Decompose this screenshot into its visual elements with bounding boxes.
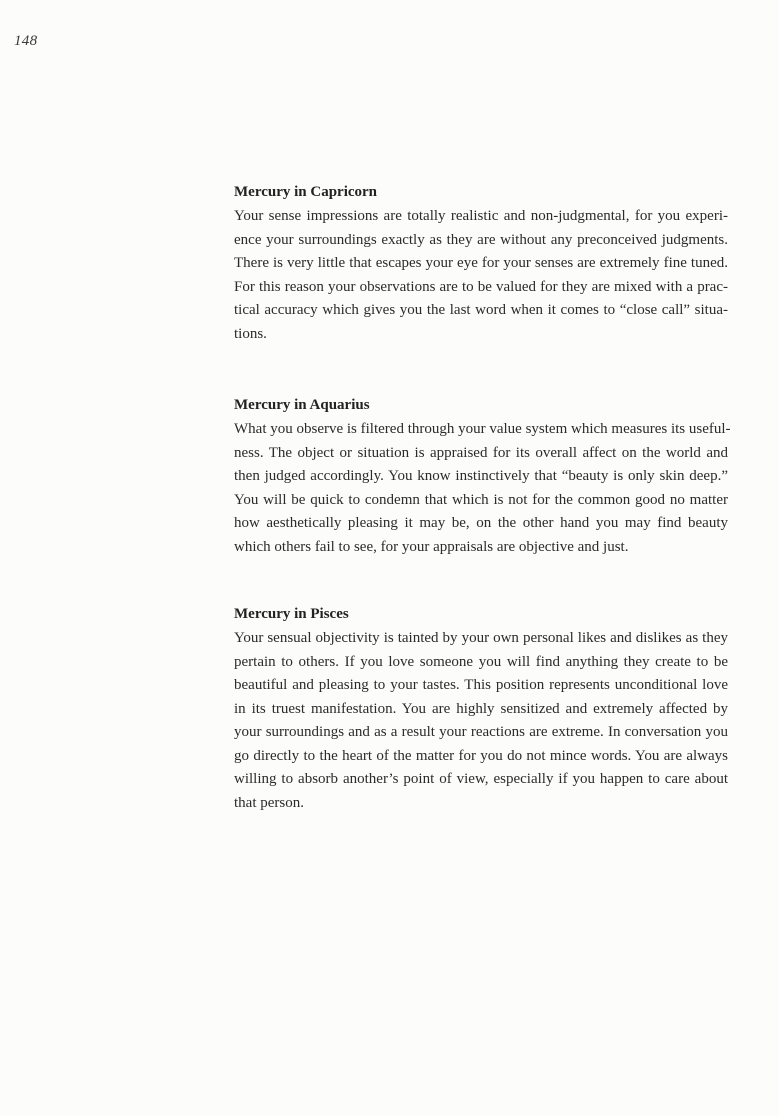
body-line: then judged accordingly. You know instinctively that “beauty is only skin deep.” [234,468,728,484]
section-heading: Mercury in Pisces [234,606,349,622]
body-line: willing to absorb another’s point of view, especially if you happen to care about [234,771,728,787]
body-line: For this reason your observations are to be valued for they are mixed with a prac- [234,278,728,295]
section-mercury-in-pisces [234,603,728,815]
body-line: You will be quick to condemn that which is not for the common good no matter [234,491,728,508]
body-line: how aesthetically pleasing it may be, on the other hand you may find beauty [234,515,728,531]
section-heading: Mercury in Capricorn [234,184,378,200]
section-mercury-in-capricorn [234,181,728,346]
body-line: which others fail to see, for your appraisals are objective and just. [234,538,629,555]
body-line: ness. The object or situation is appraised for its overall affect on the world and [234,444,728,461]
section-heading: Mercury in Aquarius [234,397,370,413]
body-line: pertain to others. If you love someone you will find anything they create to be [234,653,728,670]
body-line: Your sensual objectivity is tainted by your own personal likes and dislikes as they [234,630,728,646]
body-line: go directly to the heart of the matter for you do not mince words. You are always [234,747,728,764]
section-mercury-in-aquarius [234,394,731,559]
body-line: your surroundings and as a result your reactions are extreme. In conversation you [234,724,728,740]
section-body [234,627,728,815]
body-line: There is very little that escapes your eye for your senses are extremely fine tuned. [234,255,728,271]
body-line: that person. [234,794,304,811]
body-line: in its truest manifestation. You are highly sensitized and extremely affected by [234,700,728,717]
body-line: Your sense impressions are totally realistic and non-judgmental, for you experi- [234,208,728,224]
section-body [234,418,731,559]
body-line: beautiful and pleasing to your tastes. This position represents unconditional love [234,677,728,693]
section-body [234,205,728,346]
body-line: tical accuracy which gives you the last word when it comes to “close call” situa- [234,302,728,318]
body-line: ence your surroundings exactly as they are without any preconceived judgments. [234,231,728,248]
body-line: tions. [234,325,267,342]
page-number: 148 [14,33,38,49]
body-line: What you observe is filtered through your value system which measures its useful- [234,421,731,437]
